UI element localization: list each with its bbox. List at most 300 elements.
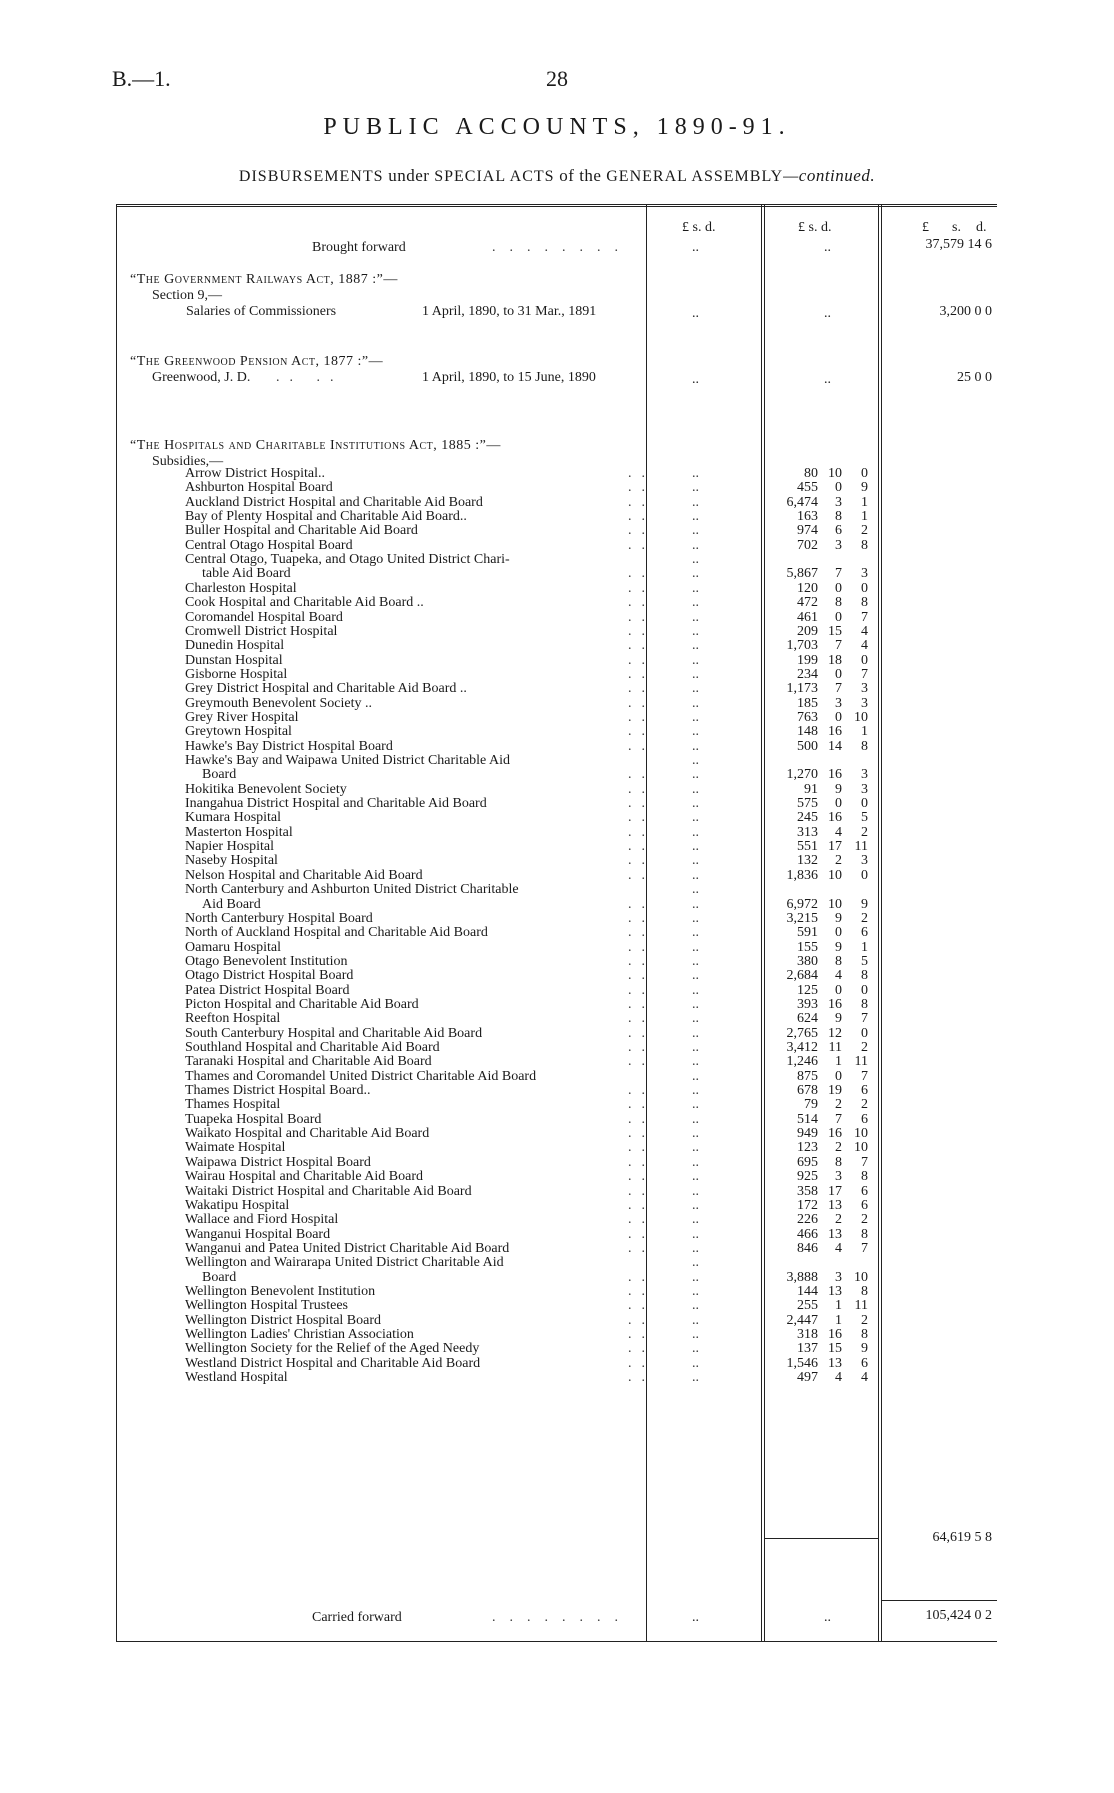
row-col1-placeholder: .. [692,509,699,525]
row-pence: 2 [861,824,868,840]
row-name: Tuapeka Hospital Board [185,1111,322,1127]
row-shillings: 7 [835,566,842,582]
row-pounds: 79 [804,1097,818,1113]
row-shillings: 8 [835,1154,842,1170]
leader-dots: .. [628,1370,655,1386]
row-pounds: 209 [797,623,818,639]
row-shillings: 9 [835,1011,842,1027]
row-pounds: 2,765 [786,1025,818,1041]
row-shillings: 19 [828,1083,842,1099]
row-shillings: 0 [835,580,842,596]
row-shillings: 3 [835,537,842,553]
leader-dots: .. [628,523,655,539]
row-pounds: 5,867 [786,566,818,582]
row-pounds: 6,474 [786,494,818,510]
leader-dots: .. [628,1212,655,1228]
row-col1-placeholder: .. [692,1111,699,1127]
row-col1-placeholder: .. [692,867,699,883]
table-top-rule [116,204,997,205]
col-header-3-pence: d. [976,220,987,235]
row-col1-placeholder: .. [692,638,699,654]
row-pence: 2 [861,523,868,539]
row-shillings: 14 [828,738,842,754]
row-pence: 0 [861,580,868,596]
row-pence: 8 [861,738,868,754]
leader-dots: .. [628,1169,655,1185]
row-shillings: 3 [835,494,842,510]
row-col1-placeholder: .. [692,953,699,969]
row-name: South Canterbury Hospital and Charitable Aid Board [185,1025,483,1041]
railways-c1: .. [692,306,699,321]
row-name: North Canterbury Hospital Board [185,910,373,926]
row-name: Board [202,767,237,783]
row-shillings: 15 [828,1341,842,1357]
row-pence: 8 [861,595,868,611]
row-pounds: 461 [797,609,818,625]
leader-dots: .. [628,1240,655,1256]
col-header-2: £ s. d. [798,220,832,235]
table-top-rule-inner [116,206,997,207]
row-shillings: 11 [828,1040,842,1055]
row-pence: 10 [854,709,868,725]
row-name: Otago Benevolent Institution [185,953,348,969]
row-col1-placeholder: .. [692,1097,699,1113]
leader-dots: .. [628,767,655,783]
row-pounds: 245 [797,810,818,826]
leader-dots: .. [628,494,655,510]
row-pounds: 846 [797,1240,818,1256]
row-name: Waipawa District Hospital Board [185,1154,371,1170]
row-col1-placeholder: .. [692,968,699,984]
brought-forward-c1: .. [692,240,699,255]
row-name: Buller Hospital and Charitable Aid Board [185,523,418,539]
row-pence: 7 [861,1240,868,1256]
row-pounds: 500 [797,738,818,754]
row-col1-placeholder: .. [692,1298,699,1314]
leader-dots: .. [628,1097,655,1113]
row-pence: 7 [861,1068,868,1084]
row-pence: 4 [861,1370,868,1386]
row-name: Board [202,1269,237,1285]
row-shillings: 4 [835,1240,842,1256]
row-pence: 11 [854,839,868,855]
row-name: Westland Hospital [185,1370,288,1386]
row-pounds: 6,972 [786,896,818,912]
brought-forward-c2: .. [824,240,831,255]
row-name: Reefton Hospital [185,1011,281,1027]
leader-dots: .. [628,466,655,481]
row-pounds: 3,412 [786,1040,818,1055]
row-name: Ashburton Hospital Board [185,480,333,496]
brought-forward-amount: 37,579 14 6 [925,237,992,252]
row-col1-placeholder: .. [692,910,699,926]
row-shillings: 2 [835,1212,842,1228]
row-shillings: 2 [835,853,842,869]
row-name: Patea District Hospital Board [185,982,350,998]
row-shillings: 9 [835,910,842,926]
greenwood-act-heading: “The Greenwood Pension Act, 1877 :”— [130,354,384,369]
row-shillings: 0 [835,609,842,625]
row-pence: 0 [861,982,868,998]
leader-dots: ........ [492,1610,632,1625]
railways-period: 1 April, 1890, to 31 Mar., 1891 [422,304,597,319]
row-shillings: 17 [828,839,842,855]
row-col1-placeholder: .. [692,1197,699,1213]
row-pounds: 678 [797,1083,818,1099]
row-col1-placeholder: .. [692,882,699,898]
row-pence: 2 [861,1040,868,1055]
row-col1-placeholder: .. [692,1355,699,1371]
row-pounds: 155 [797,939,818,955]
row-name: Cook Hospital and Charitable Aid Board .. [185,595,424,611]
row-shillings: 10 [828,867,842,883]
row-name: Kumara Hospital [185,810,282,826]
col-divider [881,204,882,1642]
row-col1-placeholder: .. [692,681,699,697]
row-name: Oamaru Hospital [185,939,282,955]
leader-dots: .. [628,724,655,740]
row-col1-placeholder: .. [692,523,699,539]
row-shillings: 13 [828,1197,842,1213]
leader-dots: .. [628,566,655,582]
hospitals-total: 64,619 5 8 [932,1530,992,1545]
page-title: PUBLIC ACCOUNTS, 1890-91. [323,114,791,140]
row-name: Wanganui and Patea United District Charitable Aid Board [185,1240,510,1256]
row-col1-placeholder: .. [692,824,699,840]
row-name: Aid Board [202,896,261,912]
page-ref: B.—1. [112,66,171,91]
leader-dots: .. [628,709,655,725]
row-pence: 0 [861,796,868,812]
row-pence: 6 [861,925,868,941]
row-pence: 6 [861,1183,868,1199]
row-name: Grey River Hospital [185,709,299,725]
row-name: Picton Hospital and Charitable Aid Board [185,996,419,1012]
subtitle-part: GENERAL ASSEMBLY [606,168,784,185]
row-pence: 1 [861,509,868,525]
row-name: Central Otago, Tuapeka, and Otago United District Chari- [185,552,510,568]
row-pence: 6 [861,1083,868,1099]
railways-amount: 3,200 0 0 [939,304,992,319]
col-divider [878,204,879,1642]
greenwood-period: 1 April, 1890, to 15 June, 1890 [422,370,596,385]
row-col1-placeholder: .. [692,1011,699,1027]
hospitals-act-heading: “The Hospitals and Charitable Institutions Act, 1885 :”— [130,438,501,453]
leader-dots: .. [628,1312,655,1328]
leader-dots: .. .. [276,370,344,385]
row-pounds: 455 [797,480,818,496]
row-pence: 1 [861,494,868,510]
row-col1-placeholder: .. [692,1212,699,1228]
row-col1-placeholder: .. [692,982,699,998]
table-left-rule [116,204,117,1642]
row-col1-placeholder: .. [692,839,699,855]
row-shillings: 4 [835,968,842,984]
row-name: Hawke's Bay and Waipawa United District Charitable Aid [185,753,511,768]
row-pence: 0 [861,652,868,668]
row-col1-placeholder: .. [692,1025,699,1041]
leader-dots: .. [628,652,655,668]
railways-item: Salaries of Commissioners [186,304,337,319]
row-col1-placeholder: .. [692,566,699,582]
leader-dots: .. [628,1197,655,1213]
row-pence: 5 [861,953,868,969]
leader-dots: .. [628,1140,655,1156]
row-name: Cromwell District Hospital [185,623,338,639]
leader-dots: .. [628,609,655,625]
row-col1-placeholder: .. [692,996,699,1012]
row-shillings: 1 [835,1054,842,1070]
row-shillings: 0 [835,709,842,725]
row-pence: 8 [861,1169,868,1185]
railways-c2: .. [824,306,831,321]
row-shillings: 16 [828,1126,842,1142]
row-pounds: 1,703 [786,638,818,654]
row-pounds: 3,888 [786,1269,818,1285]
row-shillings: 0 [835,796,842,812]
row-shillings: 8 [835,509,842,525]
hospitals-subsidies: Subsidies,— [152,454,224,469]
row-col1-placeholder: .. [692,738,699,754]
leader-dots: .. [628,580,655,596]
carried-forward-label: Carried forward [312,1610,402,1625]
row-pence: 1 [861,724,868,740]
leader-dots: .. [628,695,655,711]
row-name: Hokitika Benevolent Society [185,781,347,797]
row-pence: 1 [861,939,868,955]
row-name: Thames Hospital [185,1097,281,1113]
row-pounds: 185 [797,695,818,711]
row-pounds: 123 [797,1140,818,1156]
leader-dots: .. [628,781,655,797]
row-col1-placeholder: .. [692,753,699,768]
row-pence: 8 [861,537,868,553]
row-name: Masterton Hospital [185,824,293,840]
leader-dots: .. [628,1126,655,1142]
row-pounds: 875 [797,1068,818,1084]
row-pence: 7 [861,1154,868,1170]
page-number: 28 [546,66,568,91]
leader-dots: .. [628,925,655,941]
row-col1-placeholder: .. [692,1040,699,1055]
row-name: Wanganui Hospital Board [185,1226,331,1242]
row-shillings: 2 [835,1140,842,1156]
row-shillings: 12 [828,1025,842,1041]
row-shillings: 3 [835,1169,842,1185]
row-name: Inangahua District Hospital and Charitable Aid Board [185,796,487,812]
row-col1-placeholder: .. [692,1370,699,1386]
leader-dots: .. [628,1025,655,1041]
row-name: Central Otago Hospital Board [185,537,353,553]
row-shillings: 0 [835,982,842,998]
row-col1-placeholder: .. [692,1083,699,1099]
row-shillings: 0 [835,480,842,496]
row-name: Wellington District Hospital Board [185,1312,382,1328]
row-pounds: 144 [797,1283,818,1299]
page-subtitle [0,166,1114,186]
row-col1-placeholder: .. [692,580,699,596]
row-name: Thames District Hospital Board.. [185,1083,371,1099]
row-pence: 9 [861,1341,868,1357]
row-col1-placeholder: .. [692,494,699,510]
row-col1-placeholder: .. [692,480,699,496]
row-name: Taranaki Hospital and Charitable Aid Board [185,1054,432,1070]
row-shillings: 2 [835,1097,842,1113]
row-pence: 2 [861,1097,868,1113]
leader-dots: .. [628,839,655,855]
leader-dots: .. [628,681,655,697]
leader-dots: .. [628,824,655,840]
leader-dots: .. [628,666,655,682]
leader-dots: .. [628,480,655,496]
row-pounds: 255 [797,1298,818,1314]
row-name: Wellington Hospital Trustees [185,1298,348,1314]
row-name: Wellington Society for the Relief of the Aged Needy [185,1341,480,1357]
row-col1-placeholder: .. [692,1312,699,1328]
leader-dots: .. [628,853,655,869]
row-col1-placeholder: .. [692,1255,699,1271]
leader-dots: .. [628,1111,655,1127]
row-pounds: 137 [797,1341,818,1357]
row-pence: 10 [854,1140,868,1156]
row-shillings: 13 [828,1226,842,1242]
row-shillings: 15 [828,623,842,639]
row-pounds: 702 [797,537,818,553]
row-shillings: 10 [828,466,842,481]
row-pence: 3 [861,853,868,869]
leader-dots: .. [628,537,655,553]
row-shillings: 7 [835,681,842,697]
row-col1-placeholder: .. [692,1283,699,1299]
row-name: Wellington and Wairarapa United District Charitable Aid [185,1255,504,1271]
brought-forward-label: Brought forward [312,240,406,255]
leader-dots: .. [628,896,655,912]
row-pence: 3 [861,781,868,797]
row-name: Wellington Benevolent Institution [185,1283,376,1299]
disbursements-table [116,204,997,1642]
row-shillings: 13 [828,1283,842,1299]
row-pounds: 380 [797,953,818,969]
col-divider [761,204,762,1642]
row-pence: 8 [861,968,868,984]
row-name: Dunedin Hospital [185,638,285,654]
row-pounds: 3,215 [786,910,818,926]
row-pence: 7 [861,1011,868,1027]
carried-forward-c2: .. [824,1610,831,1625]
row-shillings: 13 [828,1355,842,1371]
row-pounds: 234 [797,666,818,682]
row-col1-placeholder: .. [692,796,699,812]
row-pence: 0 [861,867,868,883]
row-pounds: 514 [797,1111,818,1127]
greenwood-item: Greenwood, J. D. [152,370,251,385]
subtitle-part: —continued. [783,166,876,185]
row-pence: 11 [854,1054,868,1070]
row-name: Waikato Hospital and Charitable Aid Board [185,1126,430,1142]
row-pounds: 575 [797,796,818,812]
row-shillings: 0 [835,1068,842,1084]
row-name: North Canterbury and Ashburton United District Charitable [185,882,519,898]
row-col1-placeholder: .. [692,537,699,553]
row-shillings: 3 [835,1269,842,1285]
leader-dots: .. [628,810,655,826]
row-pounds: 2,684 [786,968,818,984]
row-col1-placeholder: .. [692,1140,699,1156]
row-shillings: 16 [828,724,842,740]
row-pence: 7 [861,666,868,682]
row-pounds: 1,270 [786,767,818,783]
row-shillings: 8 [835,595,842,611]
row-pounds: 591 [797,925,818,941]
row-col1-placeholder: .. [692,623,699,639]
row-col1-placeholder: .. [692,767,699,783]
row-shillings: 10 [828,896,842,912]
row-name: North of Auckland Hospital and Charitable Aid Board [185,925,488,941]
leader-dots: .. [628,1011,655,1027]
row-col1-placeholder: .. [692,1183,699,1199]
row-col1-placeholder: .. [692,466,699,481]
row-col1-placeholder: .. [692,896,699,912]
leader-dots: .. [628,1341,655,1357]
col-header-3-shillings: s. [952,220,961,235]
row-pounds: 148 [797,724,818,740]
row-pounds: 695 [797,1154,818,1170]
row-pounds: 472 [797,595,818,611]
row-pence: 9 [861,896,868,912]
row-col1-placeholder: .. [692,695,699,711]
row-shillings: 6 [835,523,842,539]
row-shillings: 4 [835,824,842,840]
row-pounds: 497 [797,1370,818,1386]
row-pounds: 974 [797,523,818,539]
row-shillings: 8 [835,953,842,969]
greenwood-c1: .. [692,372,699,387]
row-shillings: 0 [835,666,842,682]
row-name: Wallace and Fiord Hospital [185,1212,339,1228]
row-col1-placeholder: .. [692,666,699,682]
row-name: Coromandel Hospital Board [185,609,343,625]
leader-dots: .. [628,968,655,984]
leader-dots: .. [628,953,655,969]
row-col1-placeholder: .. [692,939,699,955]
greenwood-amount: 25 0 0 [957,370,992,385]
col-divider [764,204,765,1642]
row-pounds: 91 [804,781,818,797]
row-col1-placeholder: .. [692,552,699,568]
row-name: Nelson Hospital and Charitable Aid Board [185,867,423,883]
row-pounds: 1,173 [786,681,818,697]
row-name: Waitaki District Hospital and Charitable Aid Board [185,1183,472,1199]
row-col1-placeholder: .. [692,709,699,725]
row-shillings: 7 [835,1111,842,1127]
row-pence: 4 [861,638,868,654]
row-col1-placeholder: .. [692,1327,699,1342]
row-pounds: 199 [797,652,818,668]
row-pounds: 163 [797,509,818,525]
leader-dots: .. [628,1283,655,1299]
row-pence: 0 [861,1025,868,1041]
row-shillings: 16 [828,767,842,783]
row-pounds: 172 [797,1197,818,1213]
row-shillings: 17 [828,1183,842,1199]
row-name: table Aid Board [202,566,291,582]
row-pence: 6 [861,1111,868,1127]
leader-dots: .. [628,982,655,998]
row-pounds: 358 [797,1183,818,1199]
leader-dots: .. [628,623,655,639]
row-col1-placeholder: .. [692,1169,699,1185]
row-col1-placeholder: .. [692,810,699,826]
